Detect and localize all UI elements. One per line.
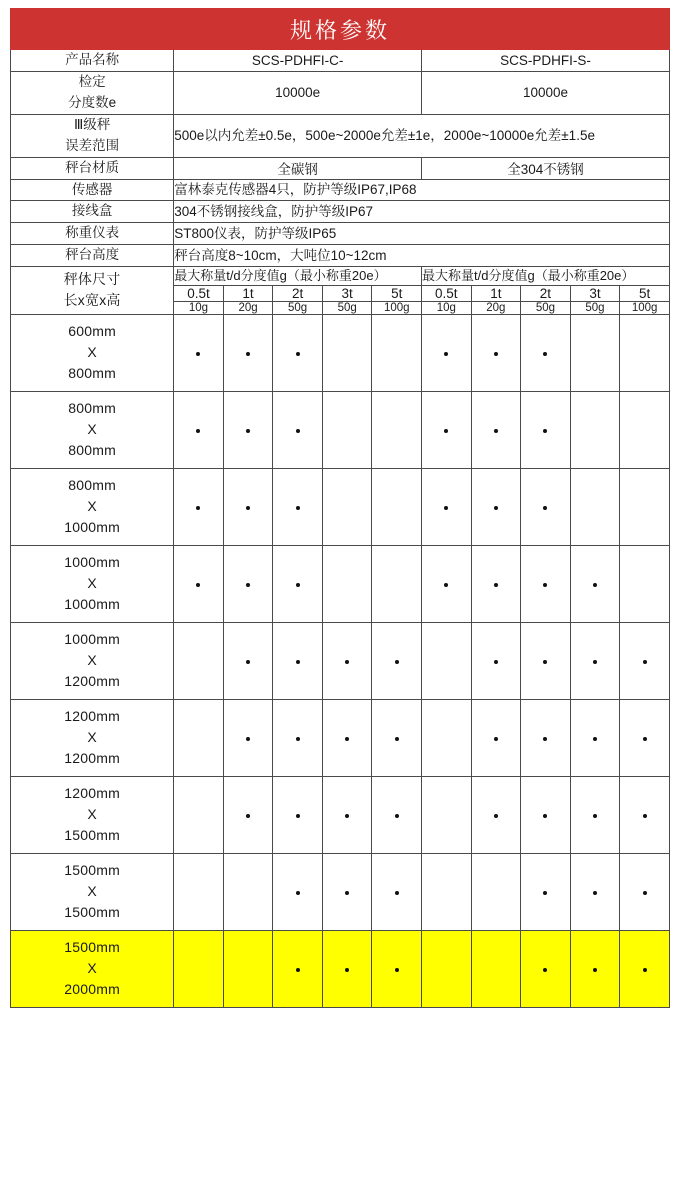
- model-s-value: SCS-PDHFI-S-: [422, 50, 670, 72]
- bullet-dot-icon: [643, 732, 647, 744]
- availability-empty-cell: [620, 545, 670, 622]
- availability-empty-cell: [322, 545, 372, 622]
- bullet-dot-icon: [593, 732, 597, 744]
- bullet-dot-icon: [444, 347, 448, 359]
- bullet-dot-icon: [345, 732, 349, 744]
- bullet-dot-icon: [345, 886, 349, 898]
- availability-mark-cell: [521, 930, 571, 1007]
- bullet-dot-icon: [196, 424, 200, 436]
- bullet-dot-icon: [494, 655, 498, 667]
- availability-mark-cell: [372, 930, 422, 1007]
- dimension-size-line-3: 1500mm: [64, 827, 120, 844]
- availability-empty-cell: [422, 853, 472, 930]
- bullet-dot-icon: [593, 809, 597, 821]
- bullet-dot-icon: [593, 963, 597, 975]
- dimension-size-line-1: 1000mm: [64, 554, 120, 571]
- bullet-dot-icon: [593, 578, 597, 590]
- table-row-capacity-group-header: [11, 267, 670, 286]
- dimension-size-line-2: X: [87, 652, 97, 669]
- availability-empty-cell: [471, 930, 521, 1007]
- dimension-size-line-1: 1200mm: [64, 785, 120, 802]
- bullet-dot-icon: [296, 732, 300, 744]
- dimension-size-line-3: 800mm: [68, 442, 116, 459]
- dimension-size-label: [11, 468, 174, 545]
- dimension-size-line-2: X: [87, 729, 97, 746]
- platform-material-c: 全碳钢: [174, 157, 422, 179]
- availability-empty-cell: [372, 314, 422, 391]
- bullet-dot-icon: [395, 655, 399, 667]
- availability-empty-cell: [223, 930, 273, 1007]
- availability-mark-cell: [471, 776, 521, 853]
- bullet-dot-icon: [296, 424, 300, 436]
- row-label-dimensions: [11, 267, 174, 315]
- division-header-c-4: 50g: [322, 301, 372, 314]
- dimension-size-line-2: X: [87, 883, 97, 900]
- availability-mark-cell: [570, 699, 620, 776]
- availability-empty-cell: [422, 930, 472, 1007]
- dimension-size-line-3: 1200mm: [64, 750, 120, 767]
- availability-mark-cell: [273, 776, 323, 853]
- capacity-group-header-s: 最大称量t/d分度值g（最小称重20e）: [422, 267, 670, 286]
- bullet-dot-icon: [543, 732, 547, 744]
- availability-mark-cell: [620, 776, 670, 853]
- bullet-dot-icon: [395, 963, 399, 975]
- dimension-size-line-3: 1000mm: [64, 519, 120, 536]
- bullet-dot-icon: [246, 809, 250, 821]
- availability-mark-cell: [521, 545, 571, 622]
- bullet-dot-icon: [296, 347, 300, 359]
- dimension-size-label: [11, 853, 174, 930]
- availability-mark-cell: [521, 853, 571, 930]
- availability-mark-cell: [471, 468, 521, 545]
- page-title: 规格参数: [11, 9, 670, 50]
- availability-mark-cell: [322, 699, 372, 776]
- capacity-header-c-3: 2t: [273, 285, 323, 301]
- availability-mark-cell: [322, 622, 372, 699]
- bullet-dot-icon: [395, 886, 399, 898]
- capacity-header-c-1: 0.5t: [174, 285, 224, 301]
- availability-mark-cell: [521, 622, 571, 699]
- availability-empty-cell: [372, 391, 422, 468]
- availability-mark-cell: [620, 930, 670, 1007]
- bullet-dot-icon: [196, 347, 200, 359]
- availability-empty-cell: [322, 391, 372, 468]
- bullet-dot-icon: [543, 655, 547, 667]
- availability-mark-cell: [223, 622, 273, 699]
- dimension-size-label: [11, 699, 174, 776]
- availability-mark-cell: [223, 468, 273, 545]
- dimension-size-line-1: 800mm: [68, 400, 116, 417]
- table-row: [11, 853, 670, 930]
- availability-mark-cell: [273, 314, 323, 391]
- division-header-c-5: 100g: [372, 301, 422, 314]
- capacity-group-header-c: 最大称量t/d分度值g（最小称重20e）: [174, 267, 422, 286]
- dimension-size-line-1: 1500mm: [64, 862, 120, 879]
- bullet-dot-icon: [494, 347, 498, 359]
- capacity-header-s-2: 1t: [471, 285, 521, 301]
- row-label-product-name: 产品名称: [11, 50, 174, 72]
- platform-height-value: 秤台高度8~10cm，大吨位10~12cm: [174, 245, 670, 267]
- dimension-size-line-2: X: [87, 575, 97, 592]
- specification-table: [10, 8, 670, 1008]
- dimension-size-line-1: 800mm: [68, 477, 116, 494]
- table-row-error-range: [11, 114, 670, 157]
- bullet-dot-icon: [296, 886, 300, 898]
- availability-mark-cell: [174, 391, 224, 468]
- availability-mark-cell: [223, 545, 273, 622]
- availability-mark-cell: [223, 776, 273, 853]
- availability-empty-cell: [620, 314, 670, 391]
- bullet-dot-icon: [494, 424, 498, 436]
- dimension-label-line1: 秤体尺寸: [63, 271, 121, 288]
- bullet-dot-icon: [345, 809, 349, 821]
- availability-empty-cell: [471, 853, 521, 930]
- availability-mark-cell: [620, 622, 670, 699]
- capacity-header-c-4: 3t: [322, 285, 372, 301]
- dimension-size-label: [11, 622, 174, 699]
- row-label-line2: 误差范围: [65, 137, 120, 153]
- bullet-dot-icon: [543, 578, 547, 590]
- capacity-header-s-5: 5t: [620, 285, 670, 301]
- availability-mark-cell: [273, 853, 323, 930]
- row-label-platform-height: 秤台高度: [11, 245, 174, 267]
- availability-mark-cell: [422, 545, 472, 622]
- availability-empty-cell: [174, 853, 224, 930]
- bullet-dot-icon: [543, 347, 547, 359]
- verification-scale-c: 10000e: [174, 71, 422, 114]
- availability-mark-cell: [471, 622, 521, 699]
- availability-mark-cell: [570, 622, 620, 699]
- availability-mark-cell: [471, 314, 521, 391]
- bullet-dot-icon: [246, 655, 250, 667]
- availability-mark-cell: [223, 314, 273, 391]
- table-row-junction-box: [11, 201, 670, 223]
- bullet-dot-icon: [246, 578, 250, 590]
- availability-empty-cell: [174, 622, 224, 699]
- division-header-c-1: 10g: [174, 301, 224, 314]
- availability-empty-cell: [620, 391, 670, 468]
- table-row-load-cell: [11, 179, 670, 201]
- availability-mark-cell: [273, 699, 323, 776]
- capacity-header-c-5: 5t: [372, 285, 422, 301]
- bullet-dot-icon: [246, 424, 250, 436]
- bullet-dot-icon: [643, 655, 647, 667]
- banner-row: [11, 9, 670, 50]
- model-c-value: SCS-PDHFI-C-: [174, 50, 422, 72]
- capacity-header-s-4: 3t: [570, 285, 620, 301]
- availability-empty-cell: [422, 699, 472, 776]
- bullet-dot-icon: [395, 732, 399, 744]
- verification-scale-s: 10000e: [422, 71, 670, 114]
- availability-mark-cell: [273, 545, 323, 622]
- bullet-dot-icon: [643, 963, 647, 975]
- division-header-s-2: 20g: [471, 301, 521, 314]
- bullet-dot-icon: [296, 963, 300, 975]
- bullet-dot-icon: [643, 809, 647, 821]
- capacity-header-s-1: 0.5t: [422, 285, 472, 301]
- table-row-verification-scale: [11, 71, 670, 114]
- bullet-dot-icon: [543, 424, 547, 436]
- table-row: [11, 545, 670, 622]
- table-row: [11, 314, 670, 391]
- availability-mark-cell: [521, 391, 571, 468]
- indicator-value: ST800仪表，防护等级IP65: [174, 223, 670, 245]
- table-row: [11, 622, 670, 699]
- bullet-dot-icon: [494, 501, 498, 513]
- availability-empty-cell: [620, 468, 670, 545]
- dimension-size-line-3: 2000mm: [64, 981, 120, 998]
- bullet-dot-icon: [543, 963, 547, 975]
- availability-empty-cell: [174, 699, 224, 776]
- division-header-s-1: 10g: [422, 301, 472, 314]
- table-row: [11, 468, 670, 545]
- capacity-header-s-3: 2t: [521, 285, 571, 301]
- row-label-error-range: [11, 114, 174, 157]
- junction-box-value: 304不锈钢接线盒，防护等级IP67: [174, 201, 670, 223]
- availability-mark-cell: [570, 776, 620, 853]
- capacity-header-c-2: 1t: [223, 285, 273, 301]
- dimension-size-line-2: X: [87, 960, 97, 977]
- row-label-platform-material: 秤台材质: [11, 157, 174, 179]
- bullet-dot-icon: [494, 578, 498, 590]
- availability-mark-cell: [422, 314, 472, 391]
- division-header-s-3: 50g: [521, 301, 571, 314]
- row-label-line2: 分度数e: [68, 94, 117, 110]
- availability-empty-cell: [570, 391, 620, 468]
- availability-mark-cell: [273, 622, 323, 699]
- dimension-size-line-3: 800mm: [68, 365, 116, 382]
- dimension-size-label: [11, 545, 174, 622]
- availability-mark-cell: [273, 391, 323, 468]
- availability-empty-cell: [223, 853, 273, 930]
- availability-mark-cell: [322, 930, 372, 1007]
- division-header-c-2: 20g: [223, 301, 273, 314]
- bullet-dot-icon: [345, 963, 349, 975]
- table-row: [11, 699, 670, 776]
- dimension-size-line-1: 1200mm: [64, 708, 120, 725]
- dimension-size-line-2: X: [87, 421, 97, 438]
- availability-mark-cell: [223, 391, 273, 468]
- division-header-s-4: 50g: [570, 301, 620, 314]
- row-label-load-cell: 传感器: [11, 179, 174, 201]
- row-label-indicator: 称重仪表: [11, 223, 174, 245]
- error-range-value: 500e以内允差±0.5e，500e~2000e允差±1e，2000e~10000e允差±1.5e: [174, 114, 670, 157]
- availability-mark-cell: [174, 468, 224, 545]
- dimension-label-line2: 长x宽x高: [63, 292, 121, 309]
- table-row: [11, 930, 670, 1007]
- bullet-dot-icon: [593, 655, 597, 667]
- bullet-dot-icon: [296, 655, 300, 667]
- division-header-c-3: 50g: [273, 301, 323, 314]
- availability-mark-cell: [372, 622, 422, 699]
- availability-mark-cell: [372, 853, 422, 930]
- availability-mark-cell: [422, 468, 472, 545]
- bullet-dot-icon: [543, 501, 547, 513]
- availability-mark-cell: [223, 699, 273, 776]
- availability-mark-cell: [521, 468, 571, 545]
- dimension-size-line-2: X: [87, 498, 97, 515]
- availability-empty-cell: [570, 314, 620, 391]
- bullet-dot-icon: [345, 655, 349, 667]
- availability-mark-cell: [174, 314, 224, 391]
- table-row-platform-material: [11, 157, 670, 179]
- dimension-size-line-1: 600mm: [68, 323, 116, 340]
- dimension-size-line-2: X: [87, 344, 97, 361]
- bullet-dot-icon: [543, 809, 547, 821]
- row-label-line1: Ⅲ级秤: [73, 116, 111, 132]
- table-row: [11, 776, 670, 853]
- availability-empty-cell: [570, 468, 620, 545]
- availability-mark-cell: [471, 545, 521, 622]
- availability-empty-cell: [174, 930, 224, 1007]
- availability-mark-cell: [521, 314, 571, 391]
- bullet-dot-icon: [395, 809, 399, 821]
- bullet-dot-icon: [593, 886, 597, 898]
- dimension-size-label: [11, 930, 174, 1007]
- availability-mark-cell: [521, 776, 571, 853]
- availability-mark-cell: [273, 468, 323, 545]
- dimension-size-line-1: 1000mm: [64, 631, 120, 648]
- dimension-size-line-3: 1500mm: [64, 904, 120, 921]
- bullet-dot-icon: [246, 501, 250, 513]
- bullet-dot-icon: [296, 809, 300, 821]
- bullet-dot-icon: [296, 578, 300, 590]
- availability-mark-cell: [620, 853, 670, 930]
- availability-mark-cell: [620, 699, 670, 776]
- bullet-dot-icon: [296, 501, 300, 513]
- availability-mark-cell: [570, 545, 620, 622]
- availability-mark-cell: [471, 391, 521, 468]
- bullet-dot-icon: [196, 578, 200, 590]
- row-label-verification-scale: [11, 71, 174, 114]
- bullet-dot-icon: [444, 424, 448, 436]
- dimension-size-label: [11, 391, 174, 468]
- table-row-platform-height: [11, 245, 670, 267]
- division-header-s-5: 100g: [620, 301, 670, 314]
- bullet-dot-icon: [494, 732, 498, 744]
- availability-mark-cell: [322, 853, 372, 930]
- availability-mark-cell: [273, 930, 323, 1007]
- availability-empty-cell: [174, 776, 224, 853]
- availability-mark-cell: [570, 930, 620, 1007]
- bullet-dot-icon: [444, 578, 448, 590]
- availability-mark-cell: [322, 776, 372, 853]
- table-row-indicator: [11, 223, 670, 245]
- availability-empty-cell: [322, 314, 372, 391]
- availability-empty-cell: [372, 545, 422, 622]
- availability-mark-cell: [174, 545, 224, 622]
- availability-empty-cell: [372, 468, 422, 545]
- bullet-dot-icon: [444, 501, 448, 513]
- bullet-dot-icon: [196, 501, 200, 513]
- availability-empty-cell: [322, 468, 372, 545]
- dimension-size-line-2: X: [87, 806, 97, 823]
- availability-empty-cell: [422, 776, 472, 853]
- row-label-junction-box: 接线盒: [11, 201, 174, 223]
- dimension-size-line-3: 1200mm: [64, 673, 120, 690]
- availability-mark-cell: [471, 699, 521, 776]
- bullet-dot-icon: [543, 886, 547, 898]
- availability-mark-cell: [422, 391, 472, 468]
- load-cell-value: 富林泰克传感器4只，防护等级IP67,IP68: [174, 179, 670, 201]
- platform-material-s: 全304不锈钢: [422, 157, 670, 179]
- dimension-size-line-1: 1500mm: [64, 939, 120, 956]
- bullet-dot-icon: [494, 809, 498, 821]
- table-row-product-name: [11, 50, 670, 72]
- availability-mark-cell: [372, 699, 422, 776]
- dimension-size-label: [11, 314, 174, 391]
- table-row: [11, 391, 670, 468]
- bullet-dot-icon: [643, 886, 647, 898]
- bullet-dot-icon: [246, 347, 250, 359]
- availability-empty-cell: [422, 622, 472, 699]
- dimension-size-label: [11, 776, 174, 853]
- availability-mark-cell: [570, 853, 620, 930]
- availability-mark-cell: [372, 776, 422, 853]
- dimension-size-line-3: 1000mm: [64, 596, 120, 613]
- bullet-dot-icon: [246, 732, 250, 744]
- availability-mark-cell: [521, 699, 571, 776]
- row-label-line1: 检定: [78, 73, 106, 89]
